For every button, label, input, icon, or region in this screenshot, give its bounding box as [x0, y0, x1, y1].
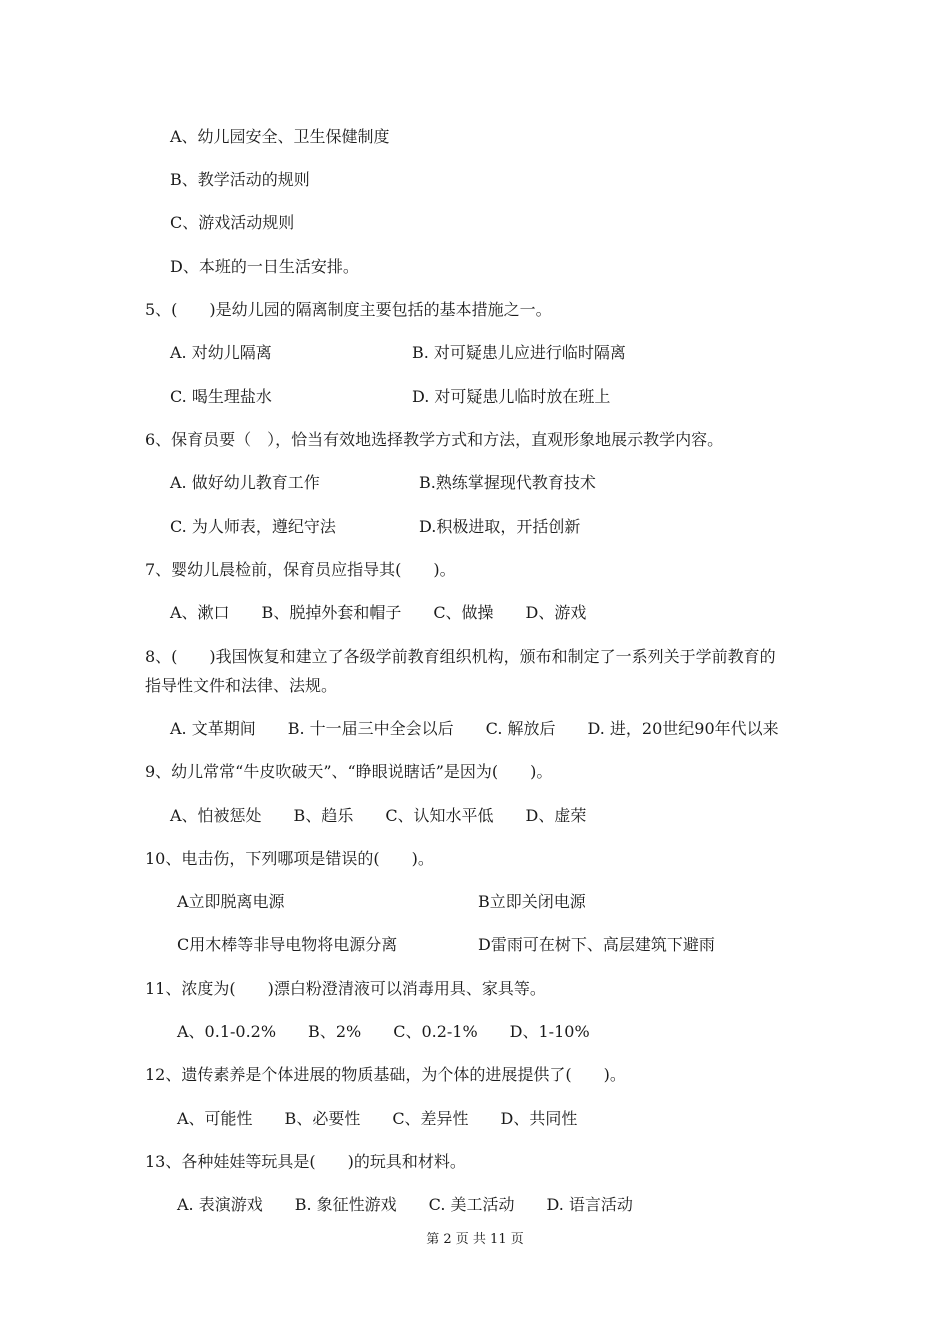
- q13-stem: 13、各种娃娃等玩具是( )的玩具和材料。: [145, 1152, 466, 1171]
- q4-option-d: D、本班的一日生活安排。: [170, 257, 359, 276]
- q8-stem-line2: 指导性文件和法律、法规。: [145, 676, 338, 695]
- q7-stem: 7、婴幼儿晨检前，保育员应指导其( )。: [145, 560, 456, 579]
- q4-option-b: B、教学活动的规则: [170, 170, 310, 189]
- q8-stem-line1: 8、( )我国恢复和建立了各级学前教育组织机构，颁布和制定了一系列关于学前教育的: [145, 647, 776, 666]
- q7-options: A、漱口 B、脱掉外套和帽子 C、做操 D、游戏: [170, 603, 587, 622]
- q9-stem: 9、幼儿常常“牛皮吹破天”、“睁眼说瞎话”是因为( )。: [145, 762, 553, 781]
- q13-options: A. 表演游戏 B. 象征性游戏 C. 美工活动 D. 语言活动: [177, 1195, 633, 1214]
- q11-stem: 11、浓度为( )漂白粉澄清液可以消毒用具、家具等。: [145, 979, 546, 998]
- q4-option-a: A、幼儿园安全、卫生保健制度: [170, 127, 390, 146]
- q6-option-b: B.熟练掌握现代教育技术: [419, 473, 596, 492]
- q5-option-b: B. 对可疑患儿应进行临时隔离: [412, 343, 626, 362]
- q12-stem: 12、遗传素养是个体进展的物质基础，为个体的进展提供了( )。: [145, 1065, 626, 1084]
- q12-options: A、可能性 B、必要性 C、差异性 D、共同性: [177, 1109, 578, 1128]
- q6-option-d: D.积极进取，开括创新: [419, 517, 581, 536]
- q10-option-d: D雷雨可在树下、高层建筑下避雨: [478, 935, 715, 954]
- page-footer: 第 2 页 共 11 页: [426, 1232, 524, 1247]
- q5-option-d: D. 对可疑患儿临时放在班上: [412, 387, 611, 406]
- q4-option-c: C、游戏活动规则: [170, 213, 295, 232]
- q6-option-a: A. 做好幼儿教育工作: [170, 473, 320, 492]
- q10-stem: 10、电击伤，下列哪项是错误的( )。: [145, 849, 434, 868]
- q9-options: A、怕被惩处 B、趋乐 C、认知水平低 D、虚荣: [170, 806, 587, 825]
- q5-stem: 5、( )是幼儿园的隔离制度主要包括的基本措施之一。: [145, 300, 552, 319]
- q6-option-c: C. 为人师表，遵纪守法: [170, 517, 336, 536]
- q5-option-a: A. 对幼儿隔离: [170, 343, 272, 362]
- q10-option-c: C用木棒等非导电物将电源分离: [177, 935, 398, 954]
- q6-stem: 6、保育员要（ ），恰当有效地选择教学方式和方法，直观形象地展示教学内容。: [145, 430, 724, 449]
- q10-option-b: B立即关闭电源: [478, 892, 586, 911]
- q11-options: A、0.1-0.2% B、2% C、0.2-1% D、1-10%: [177, 1022, 590, 1041]
- q8-options: A. 文革期间 B. 十一届三中全会以后 C. 解放后 D. 进，20世纪90年代以来: [170, 719, 779, 738]
- q10-option-a: A立即脱离电源: [177, 892, 285, 911]
- q5-option-c: C. 喝生理盐水: [170, 387, 272, 406]
